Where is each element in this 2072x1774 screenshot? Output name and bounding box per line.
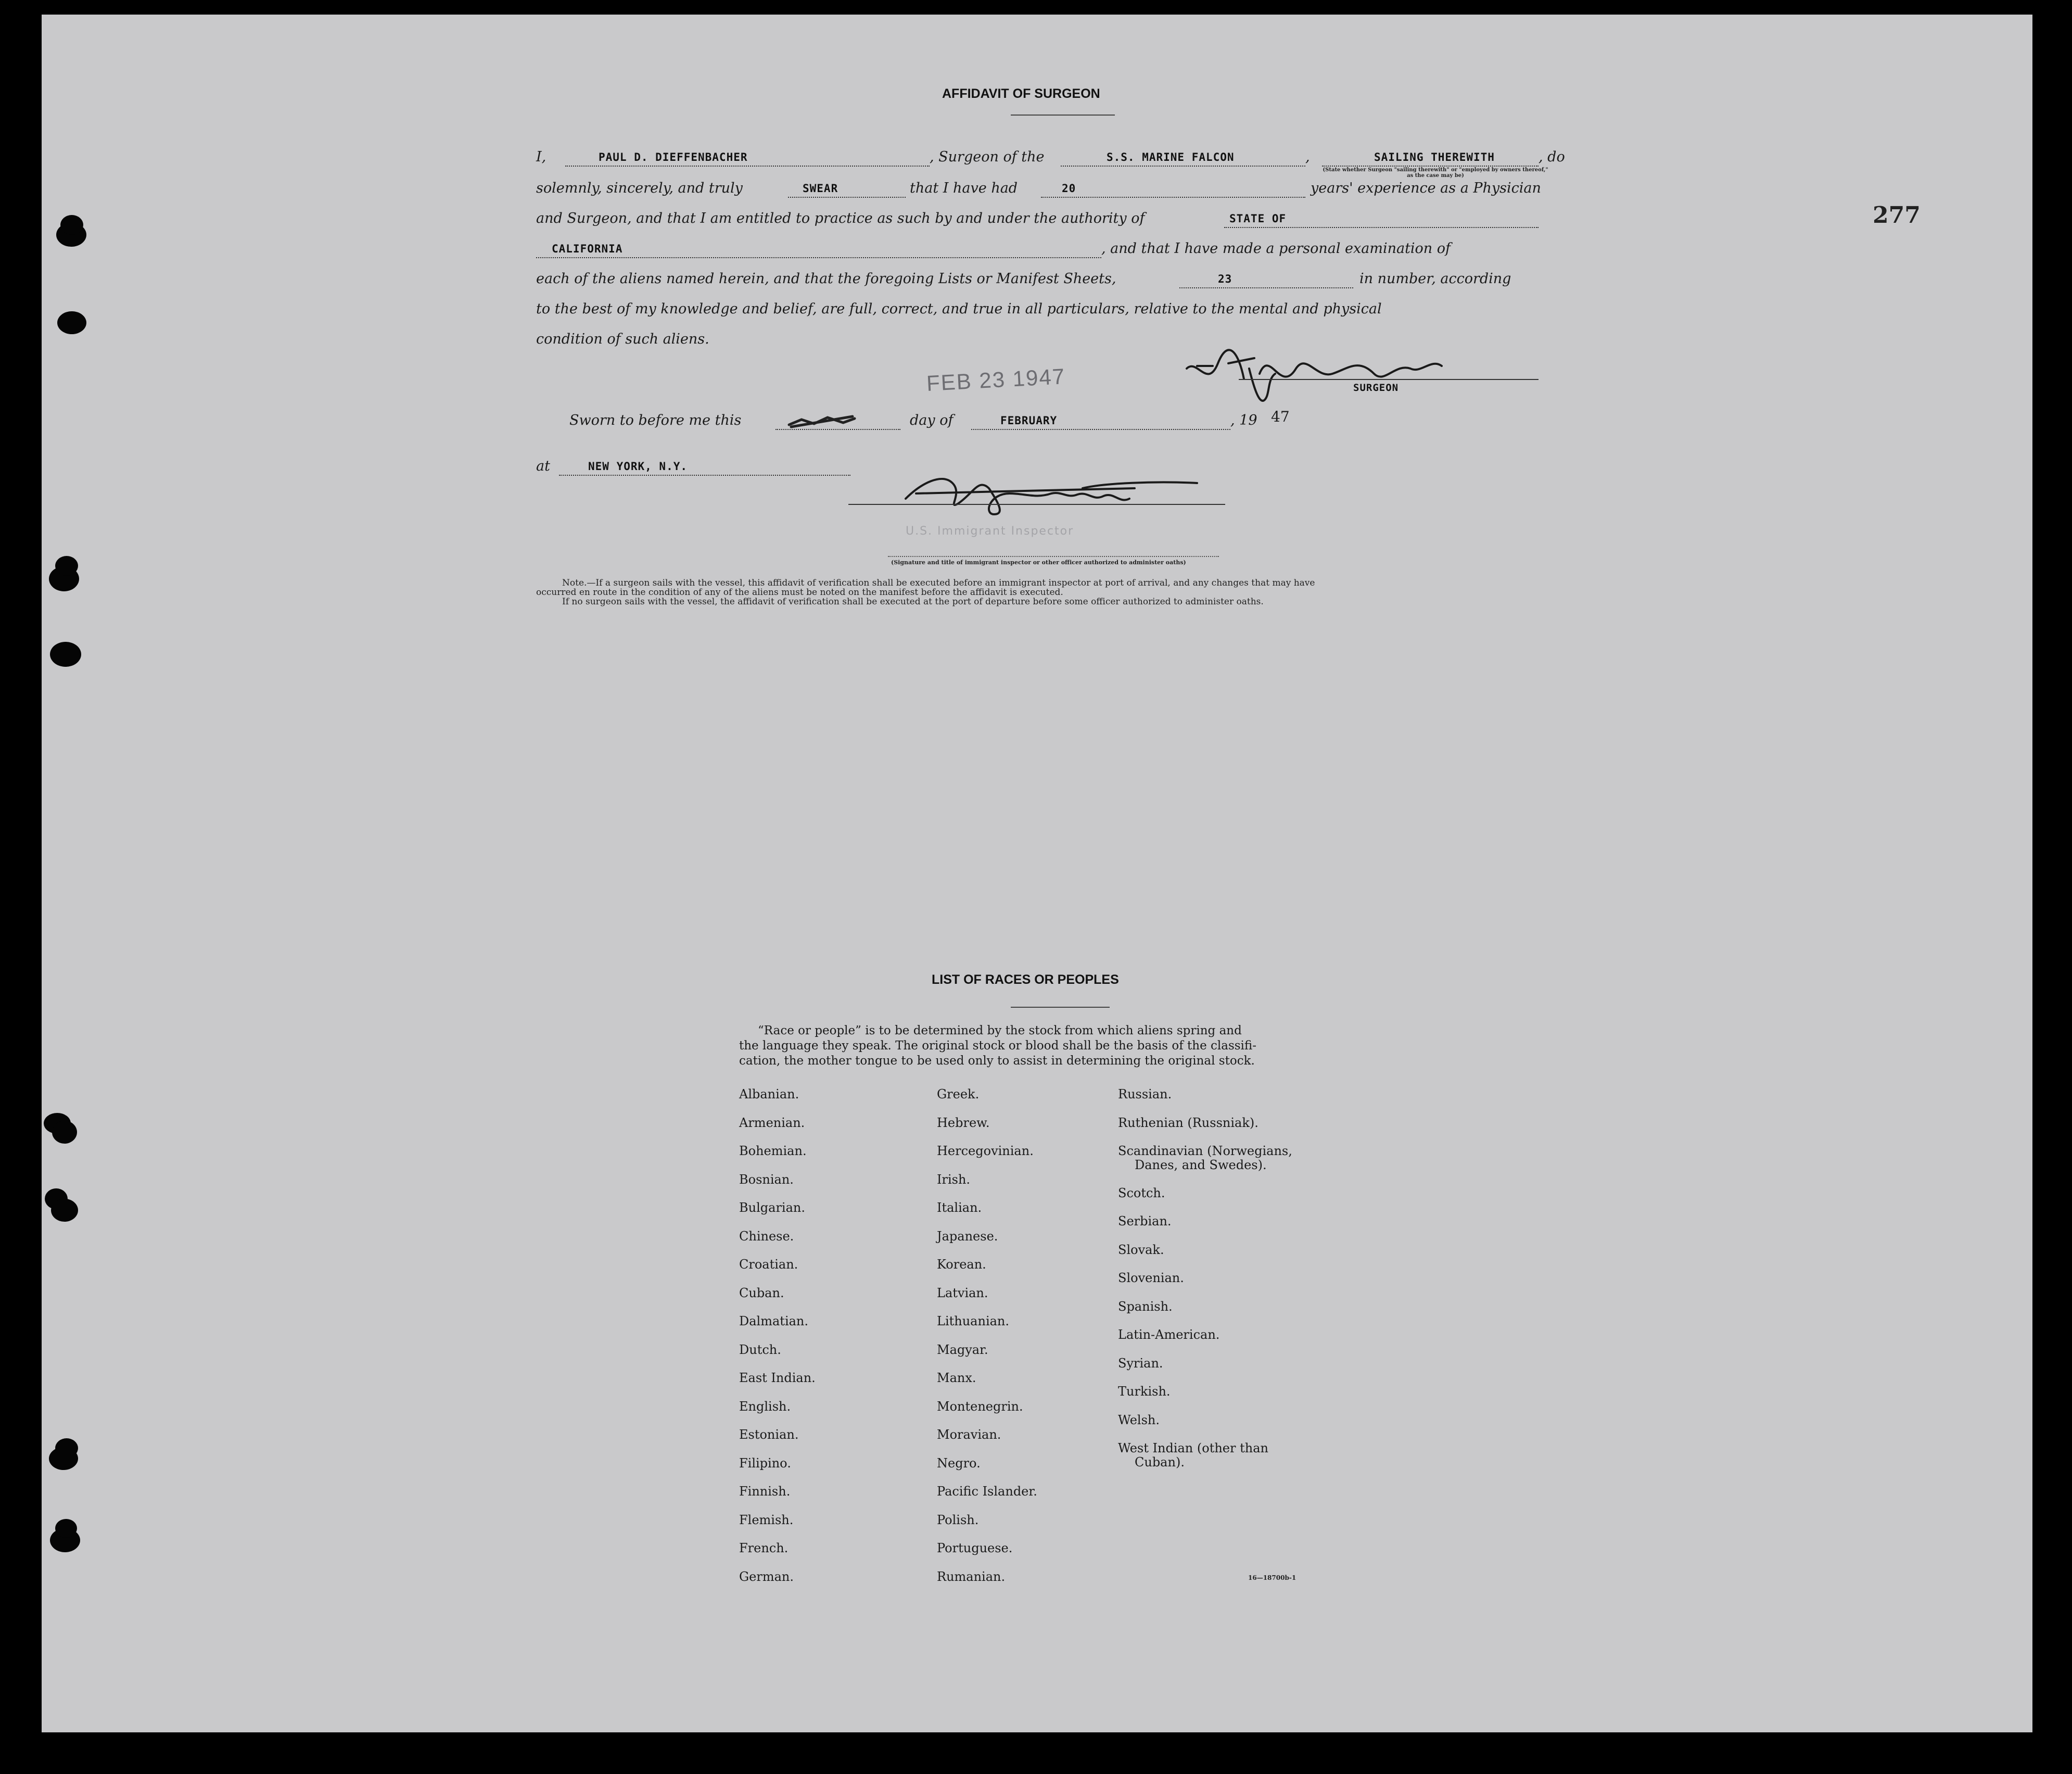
inspector-signature: [885, 462, 1228, 525]
races-intro-line-2: the language they speak. The original stock or blood shall be the basis of the classifi-: [739, 1039, 1257, 1053]
vessel-line: [1061, 166, 1305, 167]
label-at: at: [536, 458, 550, 474]
years-line: [1041, 197, 1305, 198]
signature-caption: (Signature and title of immigrant inspector or other officer authorized to administer oaths): [891, 559, 1186, 566]
race-item: Croatian.: [739, 1257, 798, 1272]
race-item: Albanian.: [739, 1087, 799, 1101]
note-line-3: If no surgeon sails with the vessel, the affidavit of verification shall be executed at the port of departure before some officer authorized to administer oaths.: [562, 597, 1264, 607]
race-item: Italian.: [937, 1200, 982, 1215]
page-number: 277: [1873, 202, 1921, 229]
surgeon-name-line: [565, 166, 930, 167]
race-item: Greek.: [937, 1087, 980, 1101]
race-item: Turkish.: [1118, 1384, 1171, 1399]
label-year-prefix: , 19: [1230, 412, 1257, 428]
date-stamp: FEB 23 1947: [925, 364, 1066, 396]
title-underline: [1011, 115, 1115, 116]
note-line-1: Note.—If a surgeon sails with the vessel, this affidavit of verification shall be executed before an immigrant inspector at port of arrival, and any changes that may have: [562, 578, 1315, 588]
race-item: Spanish.: [1118, 1299, 1173, 1314]
label-day-of: day of: [910, 412, 954, 428]
label-solemnly: solemnly, sincerely, and truly: [536, 180, 743, 196]
race-item: Chinese.: [739, 1228, 794, 1244]
race-item: Slovak.: [1118, 1242, 1164, 1257]
race-item-continuation: Danes, and Swedes).: [1135, 1158, 1267, 1172]
race-item: Slovenian.: [1118, 1271, 1184, 1285]
race-item-continuation: Cuban).: [1135, 1455, 1185, 1469]
race-item: Armenian.: [739, 1115, 805, 1130]
punch-hole: [50, 642, 81, 667]
races-intro-line-3: cation, the mother tongue to be used only to assist in determining the original stock.: [739, 1054, 1255, 1068]
race-item: Bohemian.: [739, 1144, 807, 1158]
surgeon-signature: [1176, 337, 1478, 410]
race-item: Bosnian.: [739, 1172, 794, 1187]
races-intro-line-1: “Race or people” is to be determined by the stock from which aliens spring and: [758, 1024, 1242, 1037]
punch-hole: [55, 556, 78, 576]
race-item: Polish.: [937, 1512, 979, 1527]
race-item: Korean.: [937, 1257, 986, 1272]
crossed-out-day: [786, 411, 859, 432]
race-item: Latin-American.: [1118, 1327, 1220, 1342]
punch-hole: [51, 1199, 78, 1222]
affidavit-title: AFFIDAVIT OF SURGEON: [942, 86, 1100, 101]
authority-line: [1224, 227, 1539, 228]
race-item: Lithuanian.: [937, 1314, 1010, 1328]
sworn-month: FEBRUARY: [1000, 414, 1058, 427]
race-item: Ruthenian (Russniak).: [1118, 1115, 1259, 1130]
sailing-status: SAILING THEREWITH: [1374, 151, 1495, 163]
label-i: I,: [536, 149, 546, 165]
punch-hole: [52, 1121, 77, 1144]
inspector-stamp-line: [888, 556, 1219, 557]
race-item: Latvian.: [937, 1285, 988, 1300]
race-item: Hebrew.: [937, 1115, 990, 1130]
label-each-of-the-aliens: each of the aliens named herein, and that the foregoing Lists or Manifest Sheets,: [536, 271, 1116, 287]
race-item: East Indian.: [739, 1371, 816, 1385]
race-item: Dalmatian.: [739, 1314, 809, 1328]
race-item: Scandinavian (Norwegians,: [1118, 1144, 1292, 1158]
sheets-count: 23: [1218, 273, 1232, 285]
label-years-experience: years' experience as a Physician: [1311, 180, 1541, 196]
race-item: French.: [739, 1541, 789, 1555]
race-item: Estonian.: [739, 1427, 799, 1442]
races-title: LIST OF RACES OR PEOPLES: [932, 972, 1119, 987]
race-item: Portuguese.: [937, 1541, 1013, 1555]
race-item: Pacific Islander.: [937, 1484, 1037, 1499]
race-item: Scotch.: [1118, 1185, 1165, 1200]
vessel-name: S.S. MARINE FALCON: [1107, 151, 1235, 163]
oath-type: SWEAR: [803, 182, 838, 195]
race-item: Manx.: [937, 1371, 976, 1385]
years-value: 20: [1062, 182, 1076, 195]
label-comma: ,: [1305, 149, 1310, 165]
note-line-2: occurred en route in the condition of any of the aliens must be noted on the manifest before the affidavit is executed.: [536, 587, 1063, 598]
punch-hole: [55, 1519, 77, 1538]
sheets-line: [1179, 287, 1353, 288]
race-item: Finnish.: [739, 1484, 791, 1499]
label-and-surgeon: and Surgeon, and that I am entitled to practice as such by and under the authority of: [536, 210, 1145, 226]
race-item: Moravian.: [937, 1427, 1001, 1442]
surgeon-label: SURGEON: [1353, 382, 1399, 394]
sworn-place: NEW YORK, N.Y.: [588, 460, 688, 473]
race-item: Rumanian.: [937, 1569, 1006, 1584]
sailing-line: [1322, 166, 1539, 167]
punch-hole: [57, 311, 86, 334]
race-item: Negro.: [937, 1455, 981, 1471]
race-item: West Indian (other than: [1118, 1441, 1268, 1455]
label-in-number: in number, according: [1359, 271, 1511, 287]
label-surgeon-of-the: , Surgeon of the: [930, 149, 1045, 165]
punch-hole: [55, 1438, 78, 1458]
race-item: Syrian.: [1118, 1355, 1163, 1371]
sworn-year-suffix: 47: [1271, 408, 1290, 425]
race-item: Hercegovinian.: [937, 1144, 1034, 1158]
label-condition: condition of such aliens.: [536, 331, 709, 347]
authority-line1: STATE OF: [1229, 212, 1287, 225]
race-item: English.: [739, 1399, 791, 1414]
race-item: Bulgarian.: [739, 1200, 805, 1215]
sworn-month-line: [971, 429, 1230, 430]
race-item: German.: [739, 1569, 794, 1584]
races-title-underline: [1011, 1007, 1110, 1008]
race-item: Irish.: [937, 1172, 971, 1187]
race-item: Russian.: [1118, 1087, 1172, 1101]
document-sheet: [42, 15, 2032, 1732]
race-item: Flemish.: [739, 1512, 794, 1527]
label-personal-examination: , and that I have made a personal examination of: [1101, 240, 1451, 257]
surgeon-signature-line: [1239, 379, 1539, 380]
inspector-signature-line: [848, 504, 1225, 505]
label-that-i-have-had: that I have had: [910, 180, 1018, 196]
race-item: Cuban.: [739, 1285, 784, 1300]
race-item: Welsh.: [1118, 1412, 1160, 1427]
punch-hole: [60, 215, 83, 235]
race-item: Filipino.: [739, 1455, 791, 1471]
surgeon-name: PAUL D. DIEFFENBACHER: [599, 151, 748, 163]
form-number: 16—18700b-1: [1248, 1574, 1296, 1581]
label-do: , do: [1539, 149, 1565, 165]
sailing-note: (State whether Surgeon "sailing therewith" or "employed by owners thereof," as the case may be): [1323, 167, 1548, 179]
race-item: Magyar.: [937, 1342, 988, 1357]
race-item: Serbian.: [1118, 1214, 1172, 1228]
label-sworn: Sworn to before me this: [569, 412, 742, 428]
inspector-stamp: U.S. Immigrant Inspector: [906, 525, 1074, 538]
authority-line2: CALIFORNIA: [552, 243, 623, 255]
label-best-of-knowledge: to the best of my knowledge and belief, are full, correct, and true in all particulars, relative to the mental and physical: [536, 301, 1382, 317]
place-line: [559, 475, 850, 476]
race-item: Dutch.: [739, 1342, 781, 1357]
race-item: Japanese.: [937, 1228, 998, 1244]
oath-line: [788, 197, 906, 198]
authority-line2-underline: [536, 257, 1101, 258]
race-item: Montenegrin.: [937, 1399, 1023, 1414]
